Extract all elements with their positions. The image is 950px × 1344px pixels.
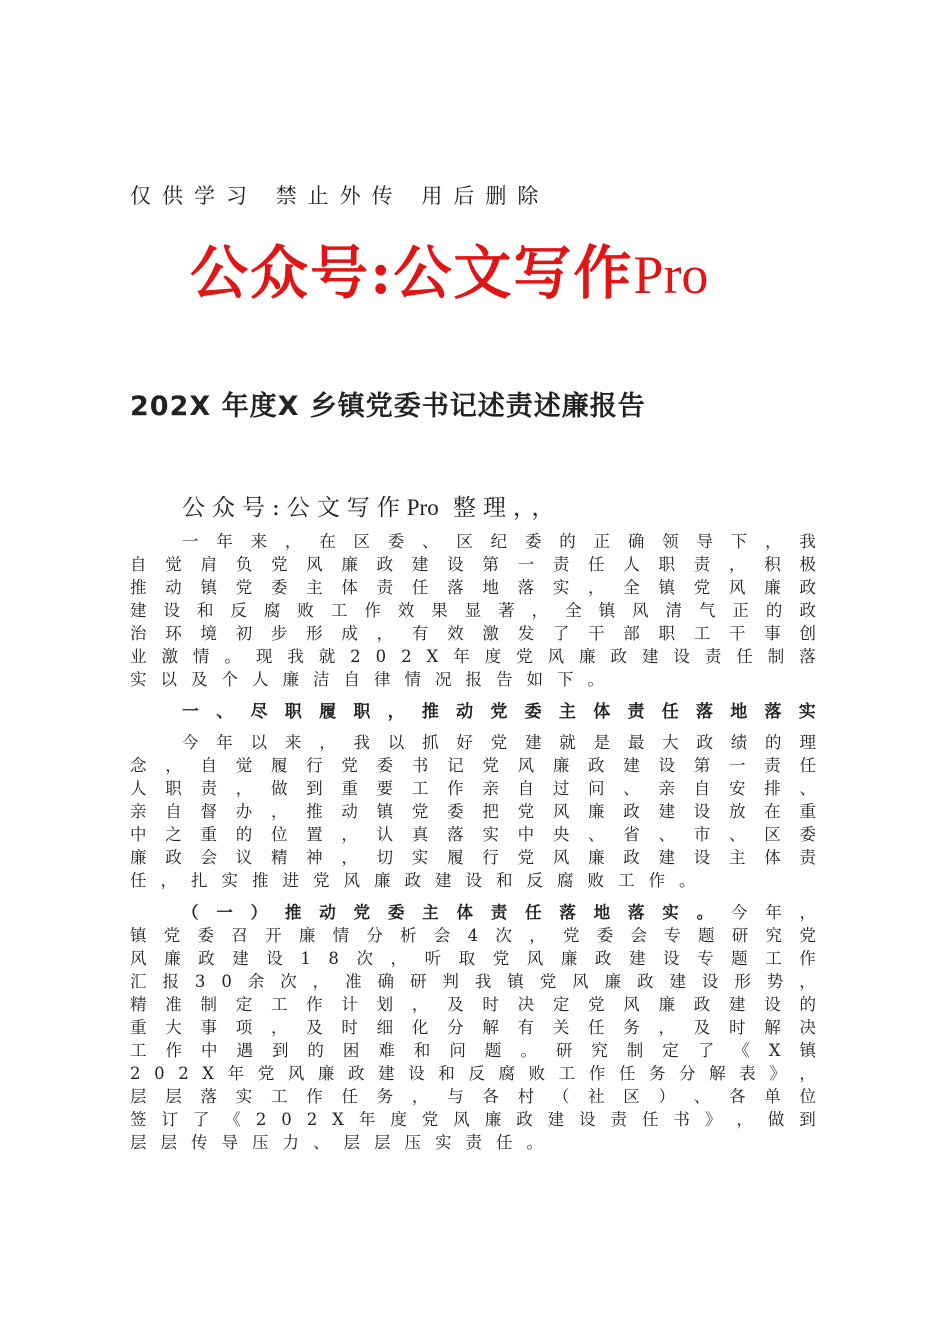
subsection1-line: 签 订 了 《 2 0 2 X 年 度 党 风 廉 政 建 设 责 任 书 》 ， 做 到: [130, 1110, 816, 1129]
subsection1-line: 层 层 落 实 工 作 任 务 ， 与 各 村 （ 社 区 ） 、 各 单 位: [130, 1087, 816, 1106]
usage-notice: 仅供学习 禁止外传 用后删除: [130, 184, 550, 208]
intro-paragraph: [130, 530, 816, 691]
intro-line: 建 设 和 反 腐 败 工 作 效 果 显 著 ， 全 镇 风 清 气 正 的 政: [130, 601, 816, 620]
section1-line: 廉 政 会 议 精 神 ， 切 实 履 行 党 风 廉 政 建 设 主 体 责: [130, 848, 816, 867]
document-title: 202X 年度X 乡镇党委书记述责述廉报告: [130, 391, 646, 422]
subsection1-lead-rest: 今年，: [730, 903, 816, 922]
subsection1-line: 镇 党 委 召 开 廉 情 分 析 会 4 次 ， 党 委 会 专 题 研 究 党: [130, 926, 816, 945]
intro-line: 自 觉 肩 负 党 风 廉 政 建 设 第 一 责 任 人 职 责 ， 积 极: [130, 555, 816, 574]
subsection1-line: 风 廉 政 建 设 1 8 次 ， 听 取 党 风 廉 政 建 设 专 题 工 作: [130, 949, 816, 968]
section1-line: 念 ， 自 觉 履 行 党 委 书 记 党 风 廉 政 建 设 第 一 责 任: [130, 756, 816, 775]
intro-line: 实以及个人廉洁自律情况报告如下。: [130, 670, 618, 689]
section1-paragraph: [130, 731, 816, 892]
subsection1-line: 精 准 制 定 工 作 计 划 ， 及 时 决 定 党 风 廉 政 建 设 的: [130, 995, 816, 1014]
brand-cn: 公众号:公文写作: [190, 239, 634, 307]
subsection1-paragraph: [130, 901, 816, 1154]
section1-line: 今 年 以 来 ， 我 以 抓 好 党 建 就 是 最 大 政 绩 的 理: [182, 733, 816, 752]
section-heading: 一 、 尽 职 履 职 ， 推 动 党 委 主 体 责 任 落 地 落 实: [182, 702, 816, 722]
brand-watermark: [190, 226, 708, 310]
compiler-line: [182, 489, 562, 522]
section1-line: 人 职 责 ， 做 到 重 要 工 作 亲 自 过 问 、 亲 自 安 排 、: [130, 779, 816, 798]
compiler-cn: 公众号:公文写作: [182, 495, 407, 521]
section1-line: 中 之 重 的 位 置 ， 认 真 落 实 中 央 、 省 、 市 、 区 委: [130, 825, 816, 844]
subsection1-heading: （一）推动党委主体责任落地落实。: [182, 903, 731, 922]
section1-line: 亲 自 督 办 ， 推 动 镇 党 委 把 党 风 廉 政 建 设 放 在 重: [130, 802, 816, 821]
subsection1-line: 层层传导压力、层层压实责任。: [130, 1133, 557, 1152]
intro-line: 推 动 镇 党 委 主 体 责 任 落 地 落 实 ， 全 镇 党 风 廉 政: [130, 578, 816, 597]
subsection1-line: 2 0 2 X 年 党 风 廉 政 建 设 和 反 腐 败 工 作 任 务 分 解 表 》 ，: [130, 1064, 816, 1083]
section1-line: 任，扎实推进党风廉政建设和反腐败工作。: [130, 871, 710, 890]
intro-line: 一 年 来 ， 在 区 委 、 区 纪 委 的 正 确 领 导 下 ， 我: [182, 532, 816, 551]
intro-line: 业 激 情 。 现 我 就 2 0 2 X 年 度 党 风 廉 政 建 设 责 任 制 落: [130, 647, 816, 666]
subsection1-line: 工 作 中 遇 到 的 困 难 和 问 题 。 研 究 制 定 了 《 X 镇: [130, 1041, 816, 1060]
document-body: [130, 530, 816, 1154]
compiler-tail: 整理，，: [438, 495, 562, 521]
intro-line: 治 环 境 初 步 形 成 ， 有 效 激 发 了 干 部 职 工 干 事 创: [130, 624, 816, 643]
subsection1-line: 重 大 事 项 ， 及 时 细 化 分 解 有 关 任 务 ， 及 时 解 决: [130, 1018, 816, 1037]
compiler-latin: Pro: [406, 495, 439, 520]
subsection1-lead-line: [130, 901, 816, 924]
subsection1-line: 汇 报 3 0 余 次 ， 准 确 研 判 我 镇 党 风 廉 政 建 设 形 势 ，: [130, 972, 816, 991]
brand-latin: Pro: [633, 245, 709, 305]
